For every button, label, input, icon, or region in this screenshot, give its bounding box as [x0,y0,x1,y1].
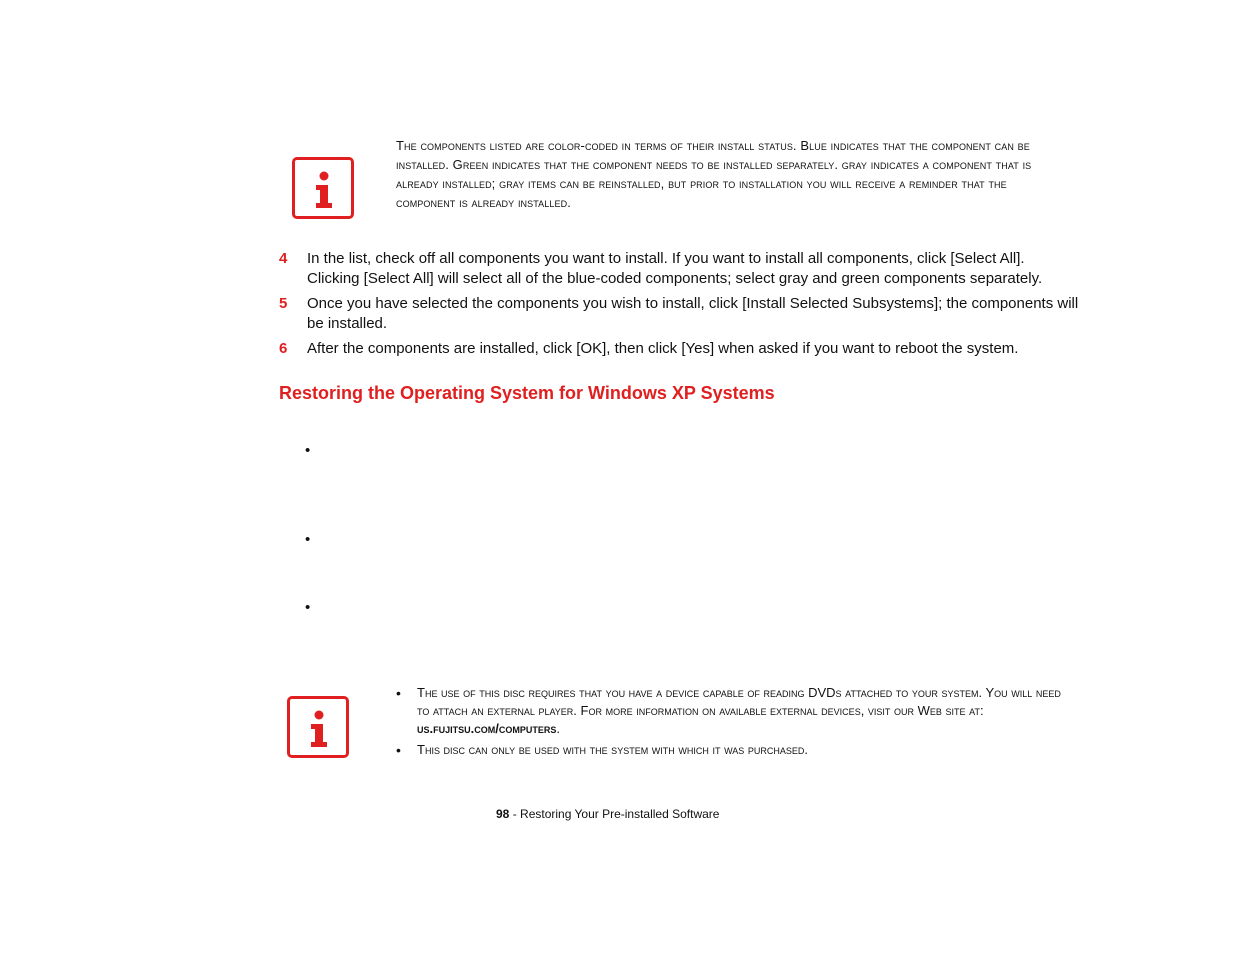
footer-title: - Restoring Your Pre-installed Software [509,807,720,821]
info-icon [292,157,354,219]
info-icon [287,696,349,758]
bullet-marker: • [305,442,311,459]
step-text: In the list, check off all components you want to install. If you want to install all components, click [Select All]. Clicking [Select All] will select all of the blue-coded components; select gray and green components separately. [307,250,1043,287]
step-number: 5 [279,295,288,312]
section-heading: Restoring the Operating System for Windows XP Systems [279,383,775,403]
step-item [279,294,1079,334]
step-item [279,249,1079,289]
bullet-marker: • [305,599,311,616]
page-footer [496,806,719,822]
note-item-text: This disc can only be used with the system with which it was purchased. [417,742,809,757]
page-number: 98 [496,807,510,821]
fujitsu-website-link[interactable]: us.fujitsu.com/computers [417,721,557,736]
note-install-status [396,136,1056,212]
bullet-marker: • [305,531,311,548]
bullet-marker: • [396,685,401,701]
note-disc-requirements [396,684,1066,762]
step-text: Once you have selected the components you wish to install, click [Install Selected Subsystems]; the components will be installed. [307,295,1079,332]
note-item-text: The use of this disc requires that you have a device capable of reading DVDs attached to your system. You will need to attach an external player. For more information on available external devices, visit our Web site at: [417,685,1061,718]
step-list [279,249,1079,364]
note-item-end: . [556,721,560,736]
note-list-item [396,684,1066,738]
note-list-item [396,741,1066,759]
step-text: After the components are installed, click [OK], then click [Yes] when asked if you want to reboot the system. [307,340,1019,357]
step-number: 4 [279,250,288,267]
step-item [279,339,1079,359]
step-number: 6 [279,340,288,357]
bullet-marker: • [396,742,401,758]
note-install-status-text: The components listed are color-coded in terms of their install status. Blue indicates that the component can be installed. Green indicates that the component needs to be installed separately. gray indicates a component that is already installed; gray items can be reinstalled, but prior to installation you will receive a reminder that the component is already installed. [396,138,1032,210]
